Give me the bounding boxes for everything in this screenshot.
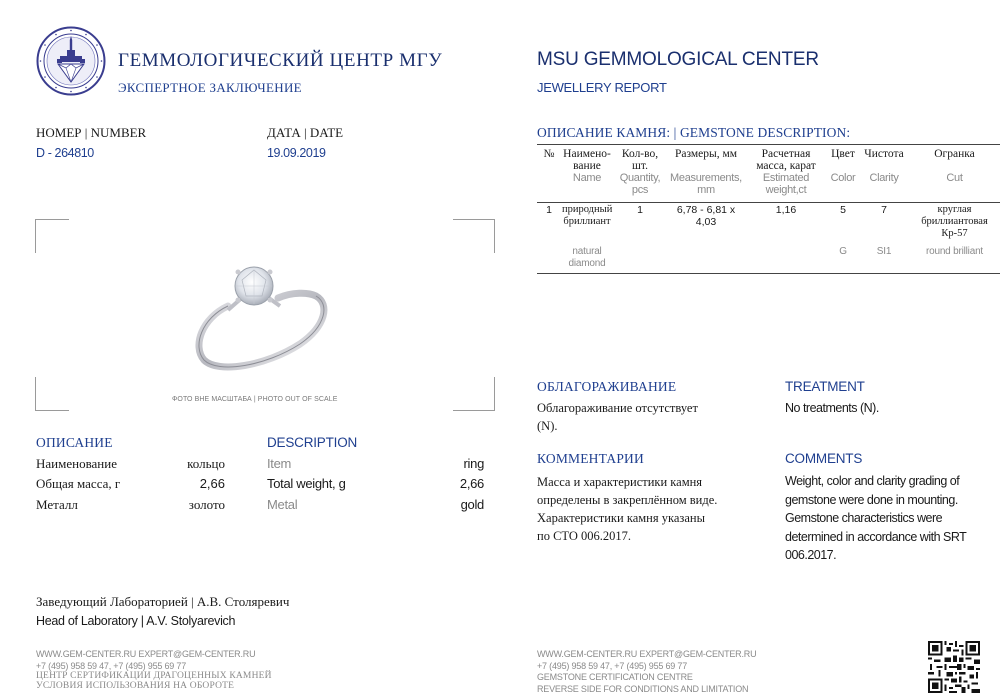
gem-cell (537, 240, 561, 270)
gem-cell: 6,78 - 6,81 x 4,03 (676, 204, 736, 228)
comment-line-en: determined in accordance with SRT (785, 529, 967, 544)
comments-title-en: COMMENTS (785, 451, 863, 466)
msu-logo-icon (36, 26, 106, 96)
treatment-text-en: No treatments (N). (785, 401, 879, 415)
footer-left-ru (36, 671, 272, 691)
photo-frame-corner (35, 219, 69, 253)
gem-cell: SI1 (876, 246, 892, 257)
number-label: НОМЕР | NUMBER (36, 125, 147, 140)
desc-value-en: ring (463, 456, 484, 471)
footer-contacts: WWW.GEM-CENTER.RU EXPERT@GEM-CENTER.RU (537, 649, 757, 659)
gem-cell: round brilliant (925, 246, 984, 257)
description-title-en: DESCRIPTION (267, 435, 358, 450)
desc-value-ru: 2,66 (199, 476, 225, 491)
gem-col-ru: Огранка (934, 148, 975, 160)
gem-col-ru: Расчетная масса, карат (756, 148, 816, 172)
desc-label-en: Metal (267, 497, 298, 512)
desc-value-ru: кольцо (187, 456, 225, 471)
date-value: 19.09.2019 (267, 146, 326, 160)
desc-label-ru: Общая масса, г (36, 476, 121, 491)
desc-label-ru: Наименование (36, 456, 117, 471)
gem-col-en: Estimated weight,ct (762, 172, 810, 196)
gem-cell: 1 (546, 204, 552, 216)
date-label: ДАТА | DATE (267, 125, 344, 140)
footer-org: GEMSTONE CERTIFICATION CENTRE (537, 672, 693, 682)
gem-col-en: Color (830, 172, 856, 184)
gem-cell: G (839, 246, 847, 257)
gem-col-ru: Наимено-вание (563, 148, 611, 172)
comment-line-en: gemstone were done in mounting. (785, 492, 958, 507)
desc-label-en: Total weight, g (267, 476, 346, 491)
photo-frame-corner (453, 377, 495, 411)
gem-row-en (537, 240, 1000, 270)
treatment-text-ru: (N). (537, 419, 558, 433)
signature-en: Head of Laboratory | A.V. Stolyarevich (36, 614, 236, 628)
gem-col-en: Measurements, mm (670, 172, 742, 196)
photo-frame-corner (453, 219, 495, 253)
comment-line-en: Gemstone characteristics were (785, 511, 943, 525)
number-value: D - 264810 (36, 146, 94, 160)
footer-org: ЦЕНТР СЕРТИФИКАЦИИ ДРАГОЦЕННЫХ КАМНЕЙ (36, 671, 272, 681)
comment-line-ru: по СТО 006.2017. (537, 529, 632, 543)
treatment-title-ru: ОБЛАГОРАЖИВАНИЕ (537, 379, 677, 394)
footer-right (537, 649, 756, 695)
desc-value-en: gold (460, 497, 484, 512)
gem-col-en: Clarity (869, 172, 899, 184)
gem-cell: природный бриллиант (562, 204, 613, 227)
footer-phones: +7 (495) 958 59 47, +7 (495) 955 69 77 (537, 660, 688, 671)
comments-text-en (785, 472, 966, 565)
gemstone-table (537, 148, 1000, 270)
photo-frame-corner (35, 377, 69, 411)
title-en: MSU GEMMOLOGICAL CENTER (537, 49, 819, 70)
gem-cell: круглая бриллиантовая Кр-57 (921, 204, 988, 239)
gem-cell (667, 240, 745, 270)
desc-label-en: Item (267, 456, 292, 471)
footer-left (36, 649, 255, 672)
qr-code-icon[interactable] (928, 641, 980, 693)
treatment-title-en: TREATMENT (785, 379, 865, 394)
gem-col-en: Name (572, 172, 602, 184)
footer-conditions: УСЛОВИЯ ИСПОЛЬЗОВАНИЯ НА ОБОРОТЕ (36, 681, 235, 691)
gem-col-ru: Чистота (864, 148, 904, 160)
gem-col-ru: Кол-во, шт. (621, 148, 659, 172)
description-title-ru: ОПИСАНИЕ (36, 435, 113, 450)
gem-cell (745, 240, 827, 270)
comment-line-en: Weight, color and clarity grading of (785, 474, 960, 488)
comment-line-ru: Характеристики камня указаны (537, 511, 705, 525)
desc-label-ru: Металл (36, 497, 78, 512)
footer-contacts: WWW.GEM-CENTER.RU EXPERT@GEM-CENTER.RU (36, 649, 256, 659)
treatment-text-ru: Облагораживание отсутствует (537, 401, 698, 415)
title-ru: ГЕММОЛОГИЧЕСКИЙ ЦЕНТР МГУ (118, 50, 443, 71)
comment-line-en: 006.2017. (785, 548, 837, 562)
gem-col-en (537, 172, 561, 199)
gem-cell: 7 (881, 204, 887, 216)
comments-title-ru: КОММЕНТАРИИ (537, 451, 644, 466)
subtitle-en: JEWELLERY REPORT (537, 80, 667, 95)
table-bottom-rule (537, 273, 1000, 274)
ring-photo (188, 248, 333, 373)
gem-header-row-en (537, 172, 1000, 199)
gem-cell: 5 (840, 204, 846, 216)
gem-col-ru: № (543, 148, 555, 160)
comments-text-ru (537, 473, 717, 545)
photo-note: ФОТО ВНЕ МАСШТАБА | PHOTO OUT OF SCALE (172, 396, 338, 403)
gem-cell: 1 (637, 204, 643, 216)
desc-value-en: 2,66 (459, 476, 484, 491)
gem-row-ru (537, 199, 1000, 240)
desc-value-ru: золото (188, 497, 225, 512)
gem-col-ru: Цвет (831, 148, 855, 160)
gem-header-row-ru (537, 148, 1000, 172)
comment-line-ru: Масса и характеристики камня (537, 475, 703, 489)
gem-col-ru: Размеры, мм (674, 148, 738, 160)
gem-col-en: Cut (946, 172, 963, 184)
table-top-rule (537, 144, 1000, 145)
gem-cell (613, 240, 667, 270)
footer-conditions: REVERSE SIDE FOR CONDITIONS AND LIMITATION (537, 683, 749, 694)
signature-ru: Заведующий Лабораторией | А.В. Столяревич (36, 594, 290, 609)
gem-col-en: Quantity, pcs (619, 172, 661, 196)
comment-line-ru: определены в закреплённом виде. (537, 493, 718, 507)
gem-cell: natural diamond (568, 246, 606, 269)
gemstone-title: ОПИСАНИЕ КАМНЯ: | GEMSTONE DESCRIPTION: (537, 125, 851, 140)
subtitle-ru: ЭКСПЕРТНОЕ ЗАКЛЮЧЕНИЕ (118, 80, 302, 95)
footer-phones: +7 (495) 958 59 47, +7 (495) 955 69 77 (36, 660, 187, 671)
gem-cell: 1,16 (775, 204, 797, 216)
